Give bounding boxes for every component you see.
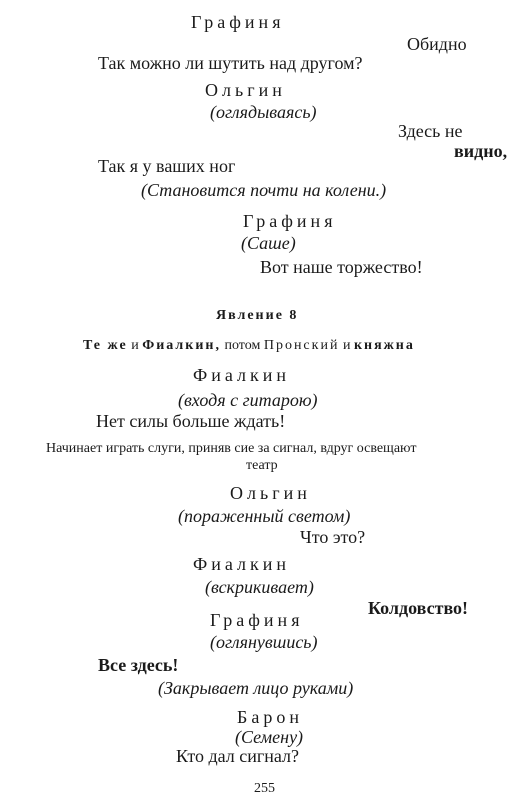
- stage-direction: (оглянувшись): [210, 632, 318, 652]
- dialogue-line: Вот наше торжество!: [260, 257, 423, 277]
- stage-direction: (оглядываясь): [210, 102, 317, 122]
- stage-direction: (вскрикивает): [205, 577, 314, 597]
- dialogue-line: Кто дал сигнал?: [176, 746, 299, 766]
- speaker-grafinya: Графиня: [210, 610, 304, 630]
- speaker-fialkin: Фиалкин: [193, 365, 290, 385]
- stage-direction: (Саше): [241, 233, 296, 253]
- stage-direction: (входя с гитарою): [178, 390, 318, 410]
- speaker-baron: Барон: [237, 707, 303, 727]
- dialogue-line: Обидно: [407, 34, 467, 54]
- stage-direction: Начинает играть слуги, приняв сие за сигнал, вдруг освещают: [46, 441, 417, 456]
- scene-sub-7: княжна: [353, 338, 415, 353]
- stage-direction: (Семену): [235, 727, 304, 747]
- dialogue-line: Все здесь!: [98, 655, 179, 675]
- dialogue-line: Так можно ли шутить над другом?: [98, 53, 363, 73]
- speaker-fialkin: Фиалкин: [193, 554, 290, 574]
- scene-sub-5: Пронский: [263, 338, 340, 353]
- dialogue-line: Что это?: [300, 527, 366, 547]
- scene-sub-4: потом: [224, 338, 261, 353]
- scene-heading: Явление 8: [216, 308, 299, 323]
- dialogue-line: Здесь не: [398, 121, 463, 141]
- scene-sub-6: и: [342, 338, 351, 353]
- page-number: 255: [254, 781, 275, 796]
- stage-direction: (пораженный светом): [178, 506, 351, 526]
- speaker-grafinya: Графиня: [243, 211, 337, 231]
- dialogue-line: Колдовство!: [368, 598, 469, 618]
- stage-direction: (Становится почти на колени.): [141, 180, 387, 200]
- scene-sub-1: Те же: [83, 338, 128, 353]
- speaker-olgin: Ольгин: [230, 483, 311, 503]
- speaker-grafinya: Графиня: [191, 12, 285, 32]
- dialogue-line: Нет силы больше ждать!: [96, 411, 286, 431]
- speaker-olgin: Ольгин: [205, 80, 286, 100]
- dialogue-line: видно,: [454, 141, 508, 161]
- stage-direction: театр: [246, 458, 278, 473]
- scene-characters: [83, 339, 415, 353]
- stage-direction: (Закрывает лицо руками): [158, 678, 354, 698]
- scene-sub-3: Фиалкин,: [142, 338, 221, 353]
- dialogue-line: Так я у ваших ног: [98, 156, 236, 176]
- scene-sub-2: и: [131, 338, 139, 353]
